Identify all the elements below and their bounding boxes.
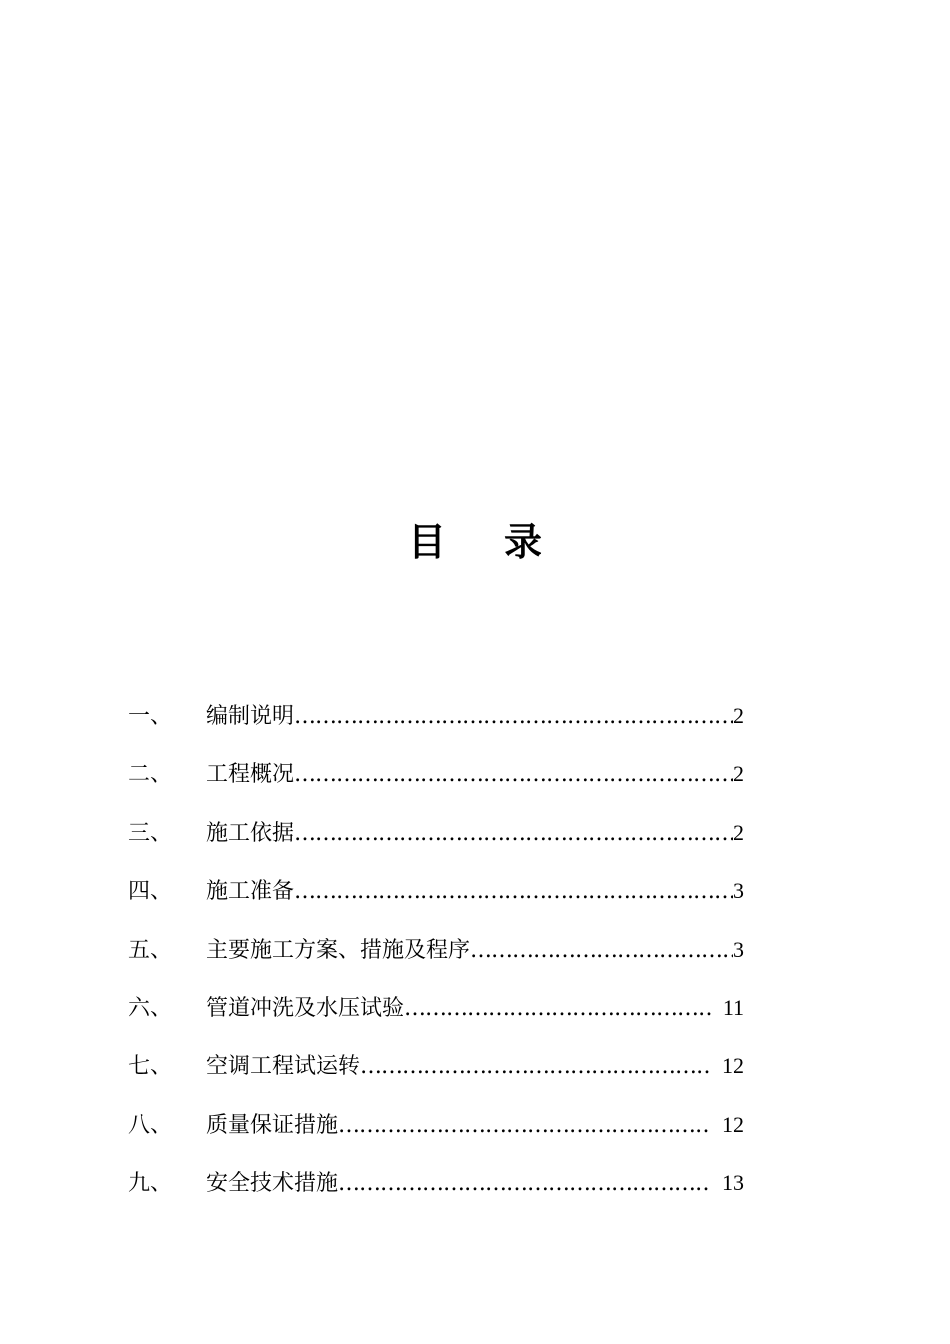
toc-item-text: 管道冲洗及水压试验 bbox=[206, 995, 405, 1021]
toc-item-text: 工程概况 bbox=[206, 762, 295, 788]
toc-item-4[interactable] bbox=[128, 869, 744, 927]
toc-title-char-1: 目 bbox=[407, 520, 446, 564]
toc-item-number: 五、 bbox=[128, 937, 173, 963]
toc-leader-dots bbox=[294, 753, 733, 797]
toc-item-text: 主要施工方案、措施及程序 bbox=[206, 937, 471, 963]
toc-item-5[interactable] bbox=[128, 928, 744, 986]
toc-leader-dots bbox=[360, 1045, 710, 1089]
toc-item-text: 安全技术措施 bbox=[206, 1171, 339, 1197]
toc-item-number: 一、 bbox=[128, 704, 173, 729]
toc-list bbox=[128, 694, 744, 1220]
toc-item-page: 11 bbox=[722, 994, 744, 1020]
toc-leader-dots bbox=[294, 812, 733, 856]
toc-item-text: 空调工程试运转 bbox=[206, 1054, 361, 1080]
toc-item-page: 12 bbox=[722, 1053, 744, 1079]
toc-leader-dots bbox=[338, 1104, 710, 1148]
toc-item-number: 六、 bbox=[128, 995, 173, 1021]
toc-item-number: 三、 bbox=[128, 820, 173, 846]
toc-item-2[interactable] bbox=[128, 752, 744, 810]
toc-item-9[interactable] bbox=[128, 1161, 744, 1219]
toc-title bbox=[0, 516, 950, 568]
toc-item-number: 八、 bbox=[128, 1112, 173, 1138]
toc-item-number: 四、 bbox=[128, 879, 173, 905]
toc-item-number: 七、 bbox=[128, 1054, 173, 1080]
toc-item-1[interactable] bbox=[128, 694, 744, 752]
toc-item-page: 12 bbox=[722, 1111, 744, 1137]
toc-item-6[interactable] bbox=[128, 986, 744, 1044]
toc-leader-dots bbox=[338, 1162, 710, 1206]
toc-item-3[interactable] bbox=[128, 811, 744, 869]
toc-item-page: 2 bbox=[733, 761, 744, 787]
toc-item-page: 13 bbox=[722, 1170, 744, 1196]
toc-item-text: 施工准备 bbox=[206, 879, 295, 905]
toc-item-7[interactable] bbox=[128, 1044, 744, 1102]
toc-item-text: 施工依据 bbox=[206, 820, 295, 846]
toc-item-number: 九、 bbox=[128, 1171, 173, 1197]
toc-item-page: 2 bbox=[733, 819, 744, 845]
toc-item-number: 二、 bbox=[128, 762, 173, 788]
toc-leader-dots bbox=[294, 870, 733, 914]
toc-item-page: 3 bbox=[733, 878, 744, 904]
toc-item-page: 3 bbox=[733, 936, 744, 962]
toc-item-text: 编制说明 bbox=[206, 704, 295, 729]
toc-item-text: 质量保证措施 bbox=[206, 1112, 339, 1138]
toc-leader-dots bbox=[470, 929, 733, 973]
toc-leader-dots bbox=[404, 987, 711, 1031]
toc-title-char-2: 录 bbox=[504, 520, 543, 564]
toc-item-page: 2 bbox=[733, 703, 744, 728]
toc-leader-dots bbox=[294, 695, 733, 739]
toc-item-8[interactable] bbox=[128, 1103, 744, 1161]
